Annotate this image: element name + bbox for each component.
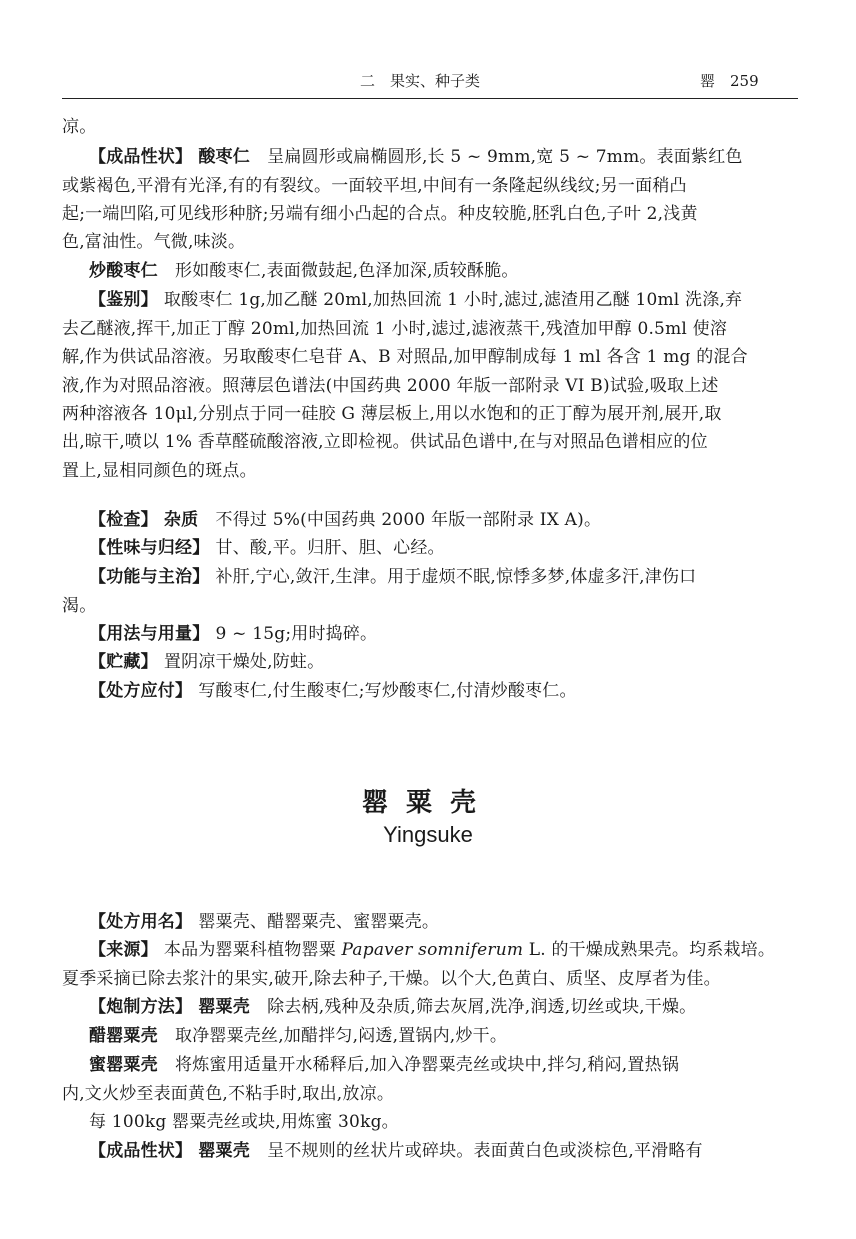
text-line — [89, 289, 798, 311]
text-line — [89, 566, 798, 588]
body-text: 写酸枣仁,付生酸枣仁;写炒酸枣仁,付清炒酸枣仁。 — [198, 681, 577, 701]
bold-label: 【处方应付】 — [89, 681, 199, 701]
body-text: 色,富油性。气微,味淡。 — [62, 232, 246, 252]
body-text: 夏季采摘已除去浆汁的果实,破开,除去种子,干燥。以个大,色黄白、质坚、皮厚者为佳。 — [62, 969, 721, 989]
header-rule — [62, 98, 798, 99]
bold-label: 罂粟壳 — [198, 1141, 268, 1161]
text-line — [62, 968, 798, 990]
body-text: 补肝,宁心,敛汗,生津。用于虚烦不眠,惊悸多梦,体虚多汗,津伤口 — [215, 567, 697, 587]
text-line — [62, 175, 798, 197]
text-line — [62, 231, 798, 253]
body-text: 置阴凉干燥处,防蛀。 — [163, 652, 325, 672]
text-line — [62, 203, 798, 225]
body-text: 呈扁圆形或扁椭圆形,长 5 ~ 9mm,宽 5 ~ 7mm。表面紫红色 — [267, 147, 743, 167]
latin-name: Papaver somniferum — [341, 940, 524, 960]
body-text: 9 ~ 15g;用时捣碎。 — [215, 624, 378, 644]
entry-title-pinyin: Yingsuke — [383, 822, 473, 847]
body-text: 将炼蜜用适量开水稀释后,加入净罂粟壳丝或块中,拌匀,稍闷,置热锅 — [175, 1055, 680, 1075]
text-line — [62, 318, 798, 340]
text-line — [89, 537, 798, 559]
body-text: 出,晾干,喷以 1% 香草醛硫酸溶液,立即检视。供试品色谱中,在与对照品色谱相应的位 — [62, 432, 708, 452]
body-text: 起;一端凹陷,可见线形种脐;另端有细小凸起的合点。种皮较脆,胚乳白色,子叶 2,浅黄 — [62, 204, 698, 224]
bold-label: 【来源】 — [89, 940, 164, 960]
body-text: 取酸枣仁 1g,加乙醚 20ml,加热回流 1 小时,滤过,滤渣用乙醚 10ml 洗涤,弃 — [163, 290, 743, 310]
body-text: 形如酸枣仁,表面微鼓起,色泽加深,质较酥脆。 — [175, 261, 519, 281]
body-text: 取净罂粟壳丝,加醋拌匀,闷透,置锅内,炒干。 — [175, 1026, 508, 1046]
body-text: 不得过 5%(中国药典 2000 年版一部附录 IX A)。 — [215, 510, 602, 530]
bold-label: 炒酸枣仁 — [89, 261, 175, 281]
bold-label: 杂质 — [163, 510, 216, 530]
body-text: 罂粟壳、醋罂粟壳、蜜罂粟壳。 — [198, 912, 440, 932]
running-header-section: 二 果实、种子类 — [360, 72, 481, 90]
text-line — [62, 1083, 798, 1105]
body-text: 液,作为对照品溶液。照薄层色谱法(中国药典 2000 年版一部附录 VI B)试验,吸取上述 — [62, 376, 719, 396]
bold-label: 【鉴别】 — [89, 290, 164, 310]
body-text: 解,作为供试品溶液。另取酸枣仁皂苷 A、B 对照品,加甲醇制成每 1 ml 各含 1 mg 的混合 — [62, 347, 748, 367]
body-text: 置上,显相同颜色的斑点。 — [62, 461, 257, 481]
bold-label: 【处方用名】 — [89, 912, 199, 932]
body-text: 每 100kg 罂粟壳丝或块,用炼蜜 30kg。 — [89, 1112, 399, 1132]
bold-label: 【用法与用量】 — [89, 624, 216, 644]
body-text: 渴。 — [62, 596, 97, 616]
text-line — [89, 509, 798, 531]
text-line — [62, 346, 798, 368]
text-line — [89, 651, 798, 673]
body-text: 凉。 — [62, 117, 97, 137]
bold-label: 【成品性状】 — [89, 1141, 199, 1161]
body-text: 内,文火炒至表面黄色,不粘手时,取出,放凉。 — [62, 1084, 395, 1104]
text-line — [89, 623, 798, 645]
body-text: 呈不规则的丝状片或碎块。表面黄白色或淡棕色,平滑略有 — [267, 1141, 703, 1161]
text-line — [89, 996, 798, 1018]
text-line — [89, 1054, 798, 1076]
text-line — [89, 1111, 798, 1133]
bold-label: 醋罂粟壳 — [89, 1026, 175, 1046]
text-line — [89, 911, 798, 933]
body-text: 除去柄,残种及杂质,筛去灰屑,洗净,润透,切丝或块,干燥。 — [267, 997, 697, 1017]
body-text: 去乙醚液,挥干,加正丁醇 20ml,加热回流 1 小时,滤过,滤液蒸干,残渣加甲醇 0.5ml 使溶 — [62, 319, 728, 339]
body-text: 两种溶液各 10μl,分别点于同一硅胶 G 薄层板上,用以水饱和的正丁醇为展开剂,展开,取 — [62, 404, 722, 424]
bold-label: 蜜罂粟壳 — [89, 1055, 175, 1075]
body-text: L. 的干燥成熟果壳。均系栽培。 — [523, 940, 776, 960]
bold-label: 【成品性状】 — [89, 147, 199, 167]
text-line — [89, 680, 798, 702]
bold-label: 【功能与主治】 — [89, 567, 216, 587]
text-line — [62, 431, 798, 453]
body-text: 本品为罂粟科植物罂粟 — [163, 940, 342, 960]
text-line — [62, 116, 798, 138]
text-line — [62, 375, 798, 397]
bold-label: 【性味与归经】 — [89, 538, 216, 558]
body-text: 或紫褐色,平滑有光泽,有的有裂纹。一面较平坦,中间有一条隆起纵线纹;另一面稍凸 — [62, 176, 687, 196]
bold-label: 酸枣仁 — [198, 147, 268, 167]
text-line — [62, 403, 798, 425]
bold-label: 【炮制方法】 — [89, 997, 199, 1017]
text-line — [89, 260, 798, 282]
text-line — [62, 460, 798, 482]
text-line — [89, 939, 798, 961]
body-text: 甘、酸,平。归肝、胆、心经。 — [215, 538, 445, 558]
text-line — [89, 1140, 798, 1162]
entry-title: 罂粟壳 — [361, 788, 494, 818]
bold-label: 【贮藏】 — [89, 652, 164, 672]
bold-label: 【检查】 — [89, 510, 164, 530]
text-line — [89, 146, 798, 168]
text-line — [62, 595, 798, 617]
text-line — [89, 1025, 798, 1047]
running-header-page-number: 罂 259 — [700, 72, 759, 90]
bold-label: 罂粟壳 — [198, 997, 268, 1017]
